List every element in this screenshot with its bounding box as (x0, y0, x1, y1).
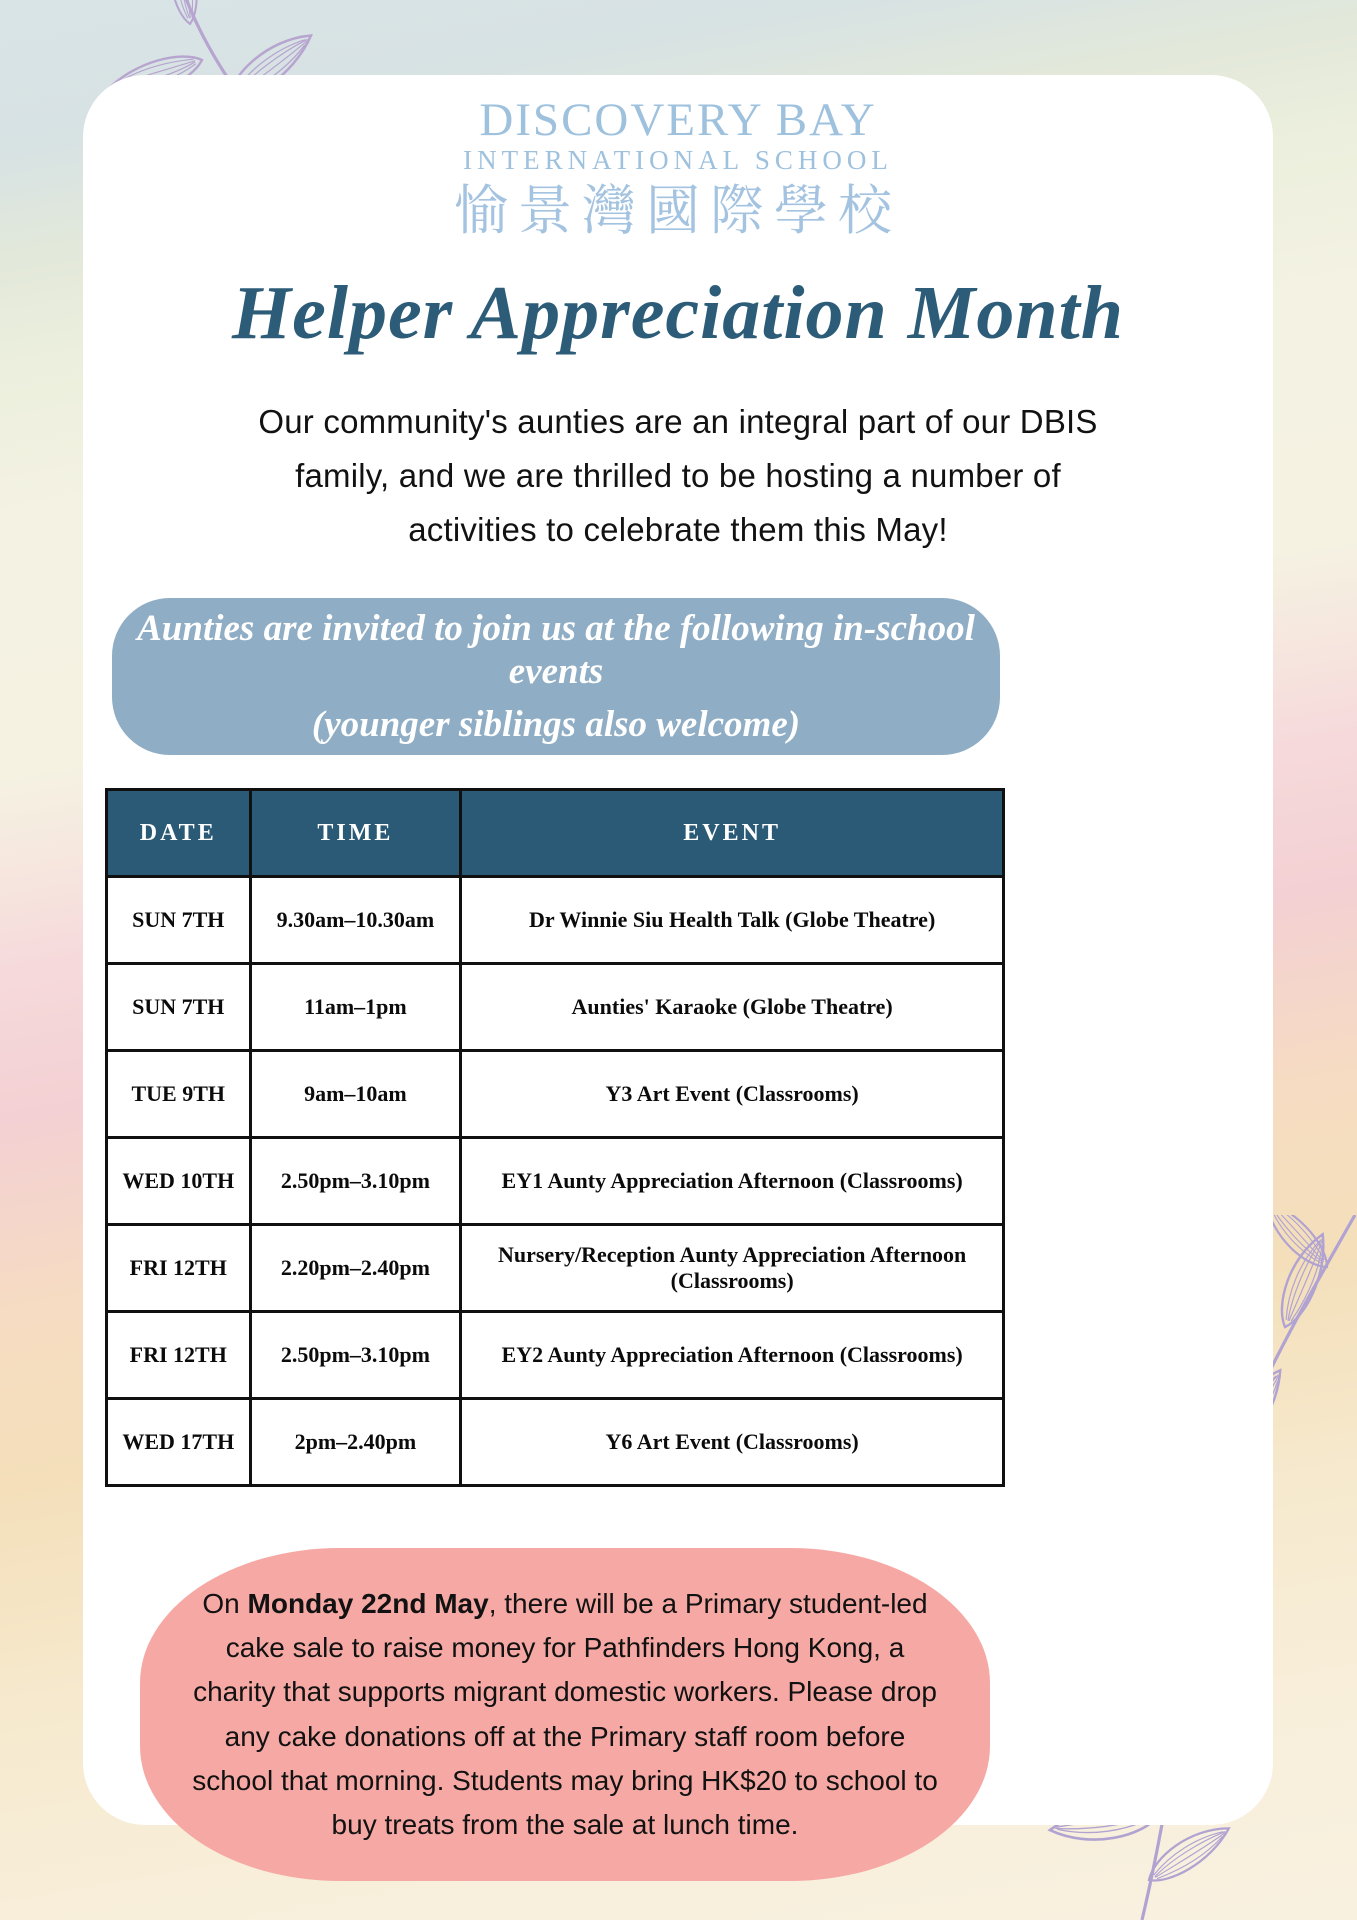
header-time: TIME (250, 790, 461, 877)
event-time: 2.50pm–3.10pm (250, 1138, 461, 1225)
school-name: DISCOVERY BAY (479, 94, 877, 146)
event-time: 2.20pm–2.40pm (250, 1225, 461, 1312)
invitation-banner (112, 598, 1000, 755)
event-name: Y6 Art Event (Classrooms) (461, 1399, 1004, 1486)
event-date: WED 10TH (107, 1138, 251, 1225)
note-prefix: On (202, 1588, 248, 1619)
event-date: SUN 7TH (107, 877, 251, 964)
school-logo (83, 94, 1273, 242)
event-name: Nursery/Reception Aunty Appreciation Afternoon (Classrooms) (461, 1225, 1004, 1312)
banner-line-2: (younger siblings also welcome) (311, 704, 801, 745)
cake-sale-note-bubble (140, 1548, 990, 1881)
event-time: 2.50pm–3.10pm (250, 1312, 461, 1399)
table-header-row (107, 790, 1004, 877)
cake-sale-note-text (188, 1582, 942, 1847)
table-row (107, 1051, 1004, 1138)
events-table (105, 788, 1005, 1487)
table-row (107, 964, 1004, 1051)
event-time: 2pm–2.40pm (250, 1399, 461, 1486)
header-event: EVENT (461, 790, 1004, 877)
table-row (107, 877, 1004, 964)
school-name-chinese: 愉景灣國際學校 (454, 180, 902, 241)
header-date: DATE (107, 790, 251, 877)
page-title: Helper Appreciation Month (231, 271, 1125, 355)
event-name: Y3 Art Event (Classrooms) (461, 1051, 1004, 1138)
school-subtitle: INTERNATIONAL SCHOOL (463, 145, 893, 175)
event-time: 11am–1pm (250, 964, 461, 1051)
banner-line-1: Aunties are invited to join us at the following in-school events (137, 608, 975, 692)
event-name: EY2 Aunty Appreciation Afternoon (Classrooms) (461, 1312, 1004, 1399)
event-name: Aunties' Karaoke (Globe Theatre) (461, 964, 1004, 1051)
table-row (107, 1225, 1004, 1312)
event-date: SUN 7TH (107, 964, 251, 1051)
event-date: FRI 12TH (107, 1312, 251, 1399)
note-rest: , there will be a Primary student-led cake sale to raise money for Pathfinders Hong Kong, a charity that supports migrant domestic workers. Please drop any cake donations off at the Primary staff room before school that morning. Students may bring HK$20 to school to buy treats from the sale at lunch time. (192, 1588, 938, 1841)
event-date: FRI 12TH (107, 1225, 251, 1312)
note-bold-date: Monday 22nd May (247, 1588, 489, 1619)
event-date: WED 17TH (107, 1399, 251, 1486)
table-row (107, 1312, 1004, 1399)
intro-paragraph: Our community's aunties are an integral part of our DBIS family, and we are thrilled to be hosting a number of activities to celebrate them this May! (258, 403, 1098, 549)
event-date: TUE 9TH (107, 1051, 251, 1138)
table-row (107, 1138, 1004, 1225)
event-name: Dr Winnie Siu Health Talk (Globe Theatre) (461, 877, 1004, 964)
event-time: 9.30am–10.30am (250, 877, 461, 964)
event-time: 9am–10am (250, 1051, 461, 1138)
poster-card (83, 75, 1273, 1841)
event-name: EY1 Aunty Appreciation Afternoon (Classrooms) (461, 1138, 1004, 1225)
table-row (107, 1399, 1004, 1486)
